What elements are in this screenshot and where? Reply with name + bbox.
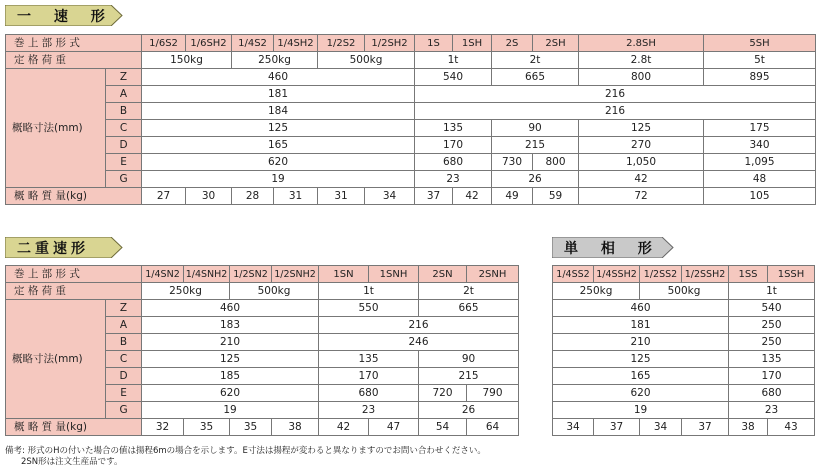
table-cell: 184 [142, 103, 415, 120]
table-cell: 790 [467, 385, 519, 402]
table-cell: 1t [319, 283, 419, 300]
table-cell: 90 [492, 120, 579, 137]
table-cell: 620 [142, 154, 415, 171]
table-row [6, 188, 816, 205]
table-cell: 37 [415, 188, 453, 205]
table-cell: 概 略 質 量(kg) [6, 419, 142, 436]
table-cell: 1/4SH2 [274, 35, 318, 52]
table-cell: 215 [492, 137, 579, 154]
table-cell: 19 [553, 402, 729, 419]
table-cell: 135 [319, 351, 419, 368]
table-cell: 64 [467, 419, 519, 436]
table-cell: 59 [533, 188, 579, 205]
table-row [553, 266, 815, 283]
table-cell: 125 [142, 351, 319, 368]
table-cell: E [106, 154, 142, 171]
table-row [6, 171, 816, 188]
table-cell: 1SH [453, 35, 492, 52]
table-cell: 1,095 [704, 154, 816, 171]
table-row [6, 154, 816, 171]
table-cell: 210 [553, 334, 729, 351]
table-cell: 38 [729, 419, 768, 436]
table-row [6, 137, 816, 154]
table-cell: 730 [492, 154, 533, 171]
table-cell: 105 [704, 188, 816, 205]
table-row [6, 419, 519, 436]
table-cell: 90 [419, 351, 519, 368]
table-cell: 2.8t [579, 52, 704, 69]
table-single-speed [5, 34, 816, 205]
label-mass: 概 略 質 量(kg) [6, 188, 142, 205]
table-cell: 42 [453, 188, 492, 205]
table-cell: 1/4SN2 [142, 266, 184, 283]
table-cell: 165 [553, 368, 729, 385]
table-cell: 1/2SN2 [230, 266, 272, 283]
table-cell: A [106, 86, 142, 103]
table-cell: 2SNH [467, 266, 519, 283]
table-cell: 1/4SSH2 [594, 266, 640, 283]
table-row [6, 266, 519, 283]
table-cell: 185 [142, 368, 319, 385]
table-cell: 500kg [230, 283, 319, 300]
table-row [553, 334, 815, 351]
table-cell: 895 [704, 69, 816, 86]
table-cell: 1SS [729, 266, 768, 283]
table-cell: 216 [415, 103, 816, 120]
table-cell: 460 [142, 69, 415, 86]
table-cell: 183 [142, 317, 319, 334]
table-cell: 定 格 荷 重 [6, 283, 142, 300]
table-cell: 34 [640, 419, 682, 436]
table-cell: 72 [579, 188, 704, 205]
table-cell: 26 [419, 402, 519, 419]
table-row [6, 52, 816, 69]
table-cell: C [106, 351, 142, 368]
table-cell: 37 [594, 419, 640, 436]
table-cell: 500kg [318, 52, 415, 69]
table-cell: 175 [704, 120, 816, 137]
table-cell: A [106, 317, 142, 334]
table-cell: 31 [274, 188, 318, 205]
table-cell: 540 [729, 300, 815, 317]
table-cell: 246 [319, 334, 519, 351]
table-cell: D [106, 137, 142, 154]
table-cell: Z [106, 300, 142, 317]
table-row [553, 317, 815, 334]
table-cell: 665 [492, 69, 579, 86]
table-cell: 1/6S2 [142, 35, 186, 52]
table-cell: C [106, 120, 142, 137]
table-cell: 1/4SS2 [553, 266, 594, 283]
table-row [553, 300, 815, 317]
table-cell: 216 [415, 86, 816, 103]
table-cell: 2.8SH [579, 35, 704, 52]
table-cell: 19 [142, 171, 415, 188]
table-cell: 181 [142, 86, 415, 103]
table-cell: 460 [142, 300, 319, 317]
table-cell: 125 [579, 120, 704, 137]
table-cell: 125 [142, 120, 415, 137]
table-cell: 250kg [142, 283, 230, 300]
table-cell: 1/2SH2 [365, 35, 415, 52]
footnote [5, 446, 486, 468]
table-cell: 340 [704, 137, 816, 154]
table-cell: 1,050 [579, 154, 704, 171]
table-cell: 216 [319, 317, 519, 334]
table-cell: 135 [415, 120, 492, 137]
table-cell: 665 [419, 300, 519, 317]
table-cell: 1/4S2 [232, 35, 274, 52]
table-cell: 2t [419, 283, 519, 300]
table-cell: 巻 上 部 形 式 [6, 266, 142, 283]
table-cell: 5SH [704, 35, 816, 52]
table-cell: 215 [419, 368, 519, 385]
table-row [553, 385, 815, 402]
table-cell: 270 [579, 137, 704, 154]
table-cell: 23 [319, 402, 419, 419]
table-cell: E [106, 385, 142, 402]
table-cell: 1/2S2 [318, 35, 365, 52]
table-cell: 38 [272, 419, 319, 436]
table-row [6, 283, 519, 300]
table-cell: B [106, 103, 142, 120]
table-cell: 210 [142, 334, 319, 351]
table-cell: 2t [492, 52, 579, 69]
table-cell: 800 [533, 154, 579, 171]
table-cell: 47 [369, 419, 419, 436]
table-cell: 550 [319, 300, 419, 317]
table-cell: 170 [319, 368, 419, 385]
table-cell: 5t [704, 52, 816, 69]
table-cell: 1/2SNH2 [272, 266, 319, 283]
table-cell: 250kg [232, 52, 318, 69]
table-cell: 1/6SH2 [186, 35, 232, 52]
label-rated: 定 格 荷 重 [6, 52, 142, 69]
table-cell: 37 [682, 419, 729, 436]
table-cell: 135 [729, 351, 815, 368]
table-cell: D [106, 368, 142, 385]
table-cell: 1SSH [768, 266, 815, 283]
table-cell: 250 [729, 334, 815, 351]
table-cell: 2SN [419, 266, 467, 283]
table-cell: 720 [419, 385, 467, 402]
table-cell: 1S [415, 35, 453, 52]
table-cell: 250kg [553, 283, 640, 300]
table-cell: 42 [319, 419, 369, 436]
label-dims: 概略寸法(mm) [6, 69, 106, 188]
table-row [553, 368, 815, 385]
table-row [553, 283, 815, 300]
table-cell: 540 [415, 69, 492, 86]
table-cell: 680 [415, 154, 492, 171]
table-row [553, 351, 815, 368]
table-cell: 32 [142, 419, 184, 436]
table-row [6, 69, 816, 86]
table-cell: G [106, 171, 142, 188]
table-cell: 27 [142, 188, 186, 205]
table-cell: 1SNH [369, 266, 419, 283]
table-cell: 34 [365, 188, 415, 205]
table-cell: 43 [768, 419, 815, 436]
table-cell: 800 [579, 69, 704, 86]
table-cell: Z [106, 69, 142, 86]
label-model: 巻 上 部 形 式 [6, 35, 142, 52]
table-cell: 23 [415, 171, 492, 188]
table-cell: 54 [419, 419, 467, 436]
table-cell: 460 [553, 300, 729, 317]
table-cell: 1/2SS2 [640, 266, 682, 283]
table-cell: 1t [729, 283, 815, 300]
table-cell: 概略寸法(mm) [6, 300, 106, 419]
table-row [6, 300, 519, 317]
table-two-speed [5, 265, 519, 436]
table-cell: 49 [492, 188, 533, 205]
table-row [6, 120, 816, 137]
table-cell: 620 [553, 385, 729, 402]
table-cell: 42 [579, 171, 704, 188]
table-cell: B [106, 334, 142, 351]
table-cell: 165 [142, 137, 415, 154]
table-cell: 680 [729, 385, 815, 402]
table-cell: 2S [492, 35, 533, 52]
table-cell: 26 [492, 171, 579, 188]
table-cell: 35 [184, 419, 230, 436]
table-cell: 620 [142, 385, 319, 402]
footnote-line-1: 備考: 形式のHの付いた場合の値は揚程6mの場合を示します。E寸法は揚程が変わると異なりますのでお問い合わせください。 [5, 446, 486, 456]
table-cell: 1t [415, 52, 492, 69]
table-cell: 150kg [142, 52, 232, 69]
table-cell: 19 [142, 402, 319, 419]
table-cell: 34 [553, 419, 594, 436]
table-cell: 23 [729, 402, 815, 419]
table-single-phase [552, 265, 815, 436]
table-cell: 125 [553, 351, 729, 368]
table-cell: 35 [230, 419, 272, 436]
table-cell: 170 [729, 368, 815, 385]
table-cell: 680 [319, 385, 419, 402]
table-cell: 1/2SSH2 [682, 266, 729, 283]
table-cell: 1/4SNH2 [184, 266, 230, 283]
table-cell: 170 [415, 137, 492, 154]
title-two-speed: 二重速形 [5, 237, 123, 258]
table-cell: 30 [186, 188, 232, 205]
table-cell: 500kg [640, 283, 729, 300]
table-cell: 1SN [319, 266, 369, 283]
table-cell: 28 [232, 188, 274, 205]
table-cell: 2SH [533, 35, 579, 52]
table-cell: 181 [553, 317, 729, 334]
table-row [553, 402, 815, 419]
table-cell: 250 [729, 317, 815, 334]
table-row [6, 86, 816, 103]
footnote-line-2: 2SN形は注文生産品です。 [21, 457, 123, 467]
table-row [553, 419, 815, 436]
title-single-speed: 一 速 形 [5, 5, 123, 26]
table-row [6, 35, 816, 52]
table-cell: 31 [318, 188, 365, 205]
table-row [6, 103, 816, 120]
table-cell: G [106, 402, 142, 419]
table-cell: 48 [704, 171, 816, 188]
title-single-phase: 単 相 形 [552, 237, 674, 258]
